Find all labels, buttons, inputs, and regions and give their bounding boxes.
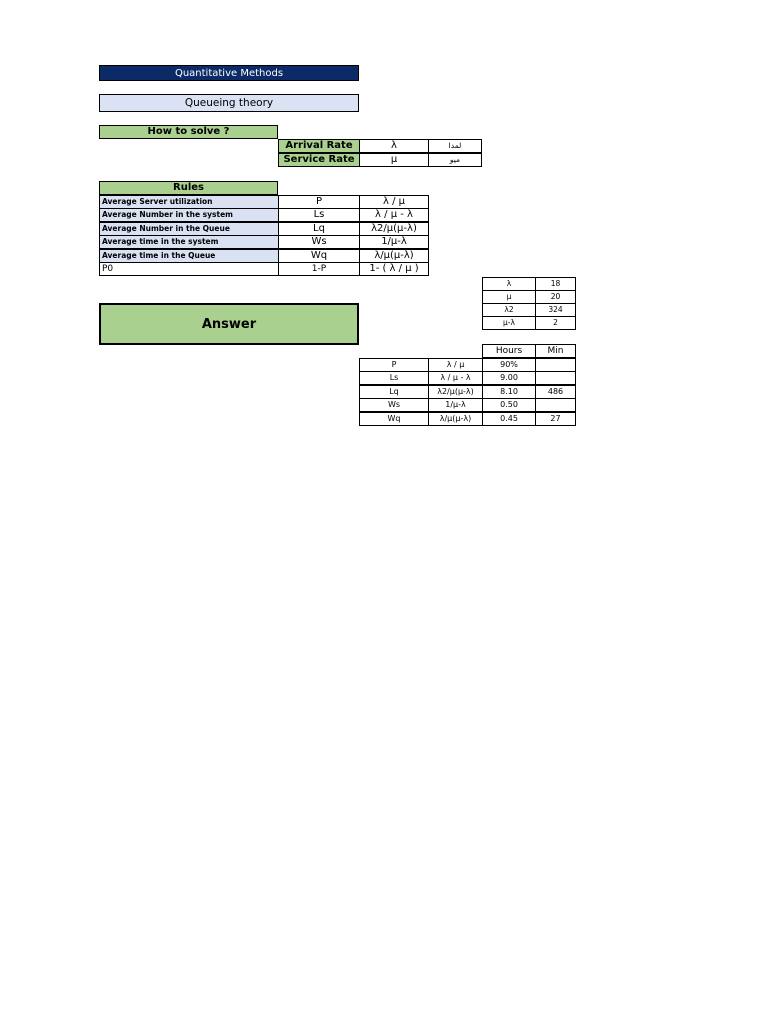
how-to-solve-label: How to solve ? (99, 125, 278, 139)
rule-name: Average Number in the system (99, 208, 279, 222)
answer-min: 486 (535, 385, 576, 399)
answer-hours: 8.10 (482, 385, 536, 399)
answer-symbol: P (359, 358, 429, 372)
rule-name: P0 (99, 262, 279, 276)
answer-formula: 1/μ-λ (428, 398, 483, 412)
rule-symbol: Wq (278, 249, 360, 263)
rule-symbol: Lq (278, 222, 360, 236)
arrival-rate-symbol: λ (359, 139, 429, 153)
rule-symbol: Ws (278, 235, 360, 249)
input-label: λ2 (482, 303, 536, 317)
rule-name: Average Number in the Queue (99, 222, 279, 236)
rule-formula: 1/μ-λ (359, 235, 429, 249)
rule-name: Average time in the system (99, 235, 279, 249)
answer-symbol: Lq (359, 385, 429, 399)
service-rate-symbol: μ (359, 153, 429, 167)
page-title: Quantitative Methods (99, 65, 359, 81)
answer-symbol: Wq (359, 412, 429, 426)
answer-min (535, 371, 576, 385)
rule-formula: λ / μ - λ (359, 208, 429, 222)
answer-min (535, 358, 576, 372)
arrival-rate-label: Arrival Rate (278, 139, 360, 153)
answer-hours: 0.50 (482, 398, 536, 412)
col-header-min: Min (535, 344, 576, 358)
rule-name: Average Server utilization (99, 195, 279, 209)
rule-formula: 1- ( λ / μ ) (359, 262, 429, 276)
answer-formula: λ / μ - λ (428, 371, 483, 385)
answer-label: Answer (99, 303, 359, 345)
input-value: 18 (535, 277, 576, 291)
service-rate-arabic: ميو (428, 153, 482, 167)
answer-hours: 9.00 (482, 371, 536, 385)
answer-symbol: Ws (359, 398, 429, 412)
answer-min: 27 (535, 412, 576, 426)
answer-formula: λ/μ(μ-λ) (428, 412, 483, 426)
input-label: μ (482, 290, 536, 304)
rule-symbol: P (278, 195, 360, 209)
rule-formula: λ / μ (359, 195, 429, 209)
input-value: 2 (535, 316, 576, 330)
arrival-rate-arabic: لمدا (428, 139, 482, 153)
answer-formula: λ2/μ(μ-λ) (428, 385, 483, 399)
rules-header: Rules (99, 181, 278, 195)
input-value: 324 (535, 303, 576, 317)
input-label: μ-λ (482, 316, 536, 330)
rule-name: Average time in the Queue (99, 249, 279, 263)
col-header-hours: Hours (482, 344, 536, 358)
rule-formula: λ/μ(μ-λ) (359, 249, 429, 263)
answer-formula: λ / μ (428, 358, 483, 372)
rule-formula: λ2/μ(μ-λ) (359, 222, 429, 236)
page-subtitle: Queueing theory (99, 94, 359, 112)
input-value: 20 (535, 290, 576, 304)
answer-hours: 90% (482, 358, 536, 372)
rule-symbol: Ls (278, 208, 360, 222)
rule-symbol: 1-P (278, 262, 360, 276)
answer-symbol: Ls (359, 371, 429, 385)
answer-min (535, 398, 576, 412)
answer-hours: 0.45 (482, 412, 536, 426)
service-rate-label: Service Rate (278, 153, 360, 167)
input-label: λ (482, 277, 536, 291)
